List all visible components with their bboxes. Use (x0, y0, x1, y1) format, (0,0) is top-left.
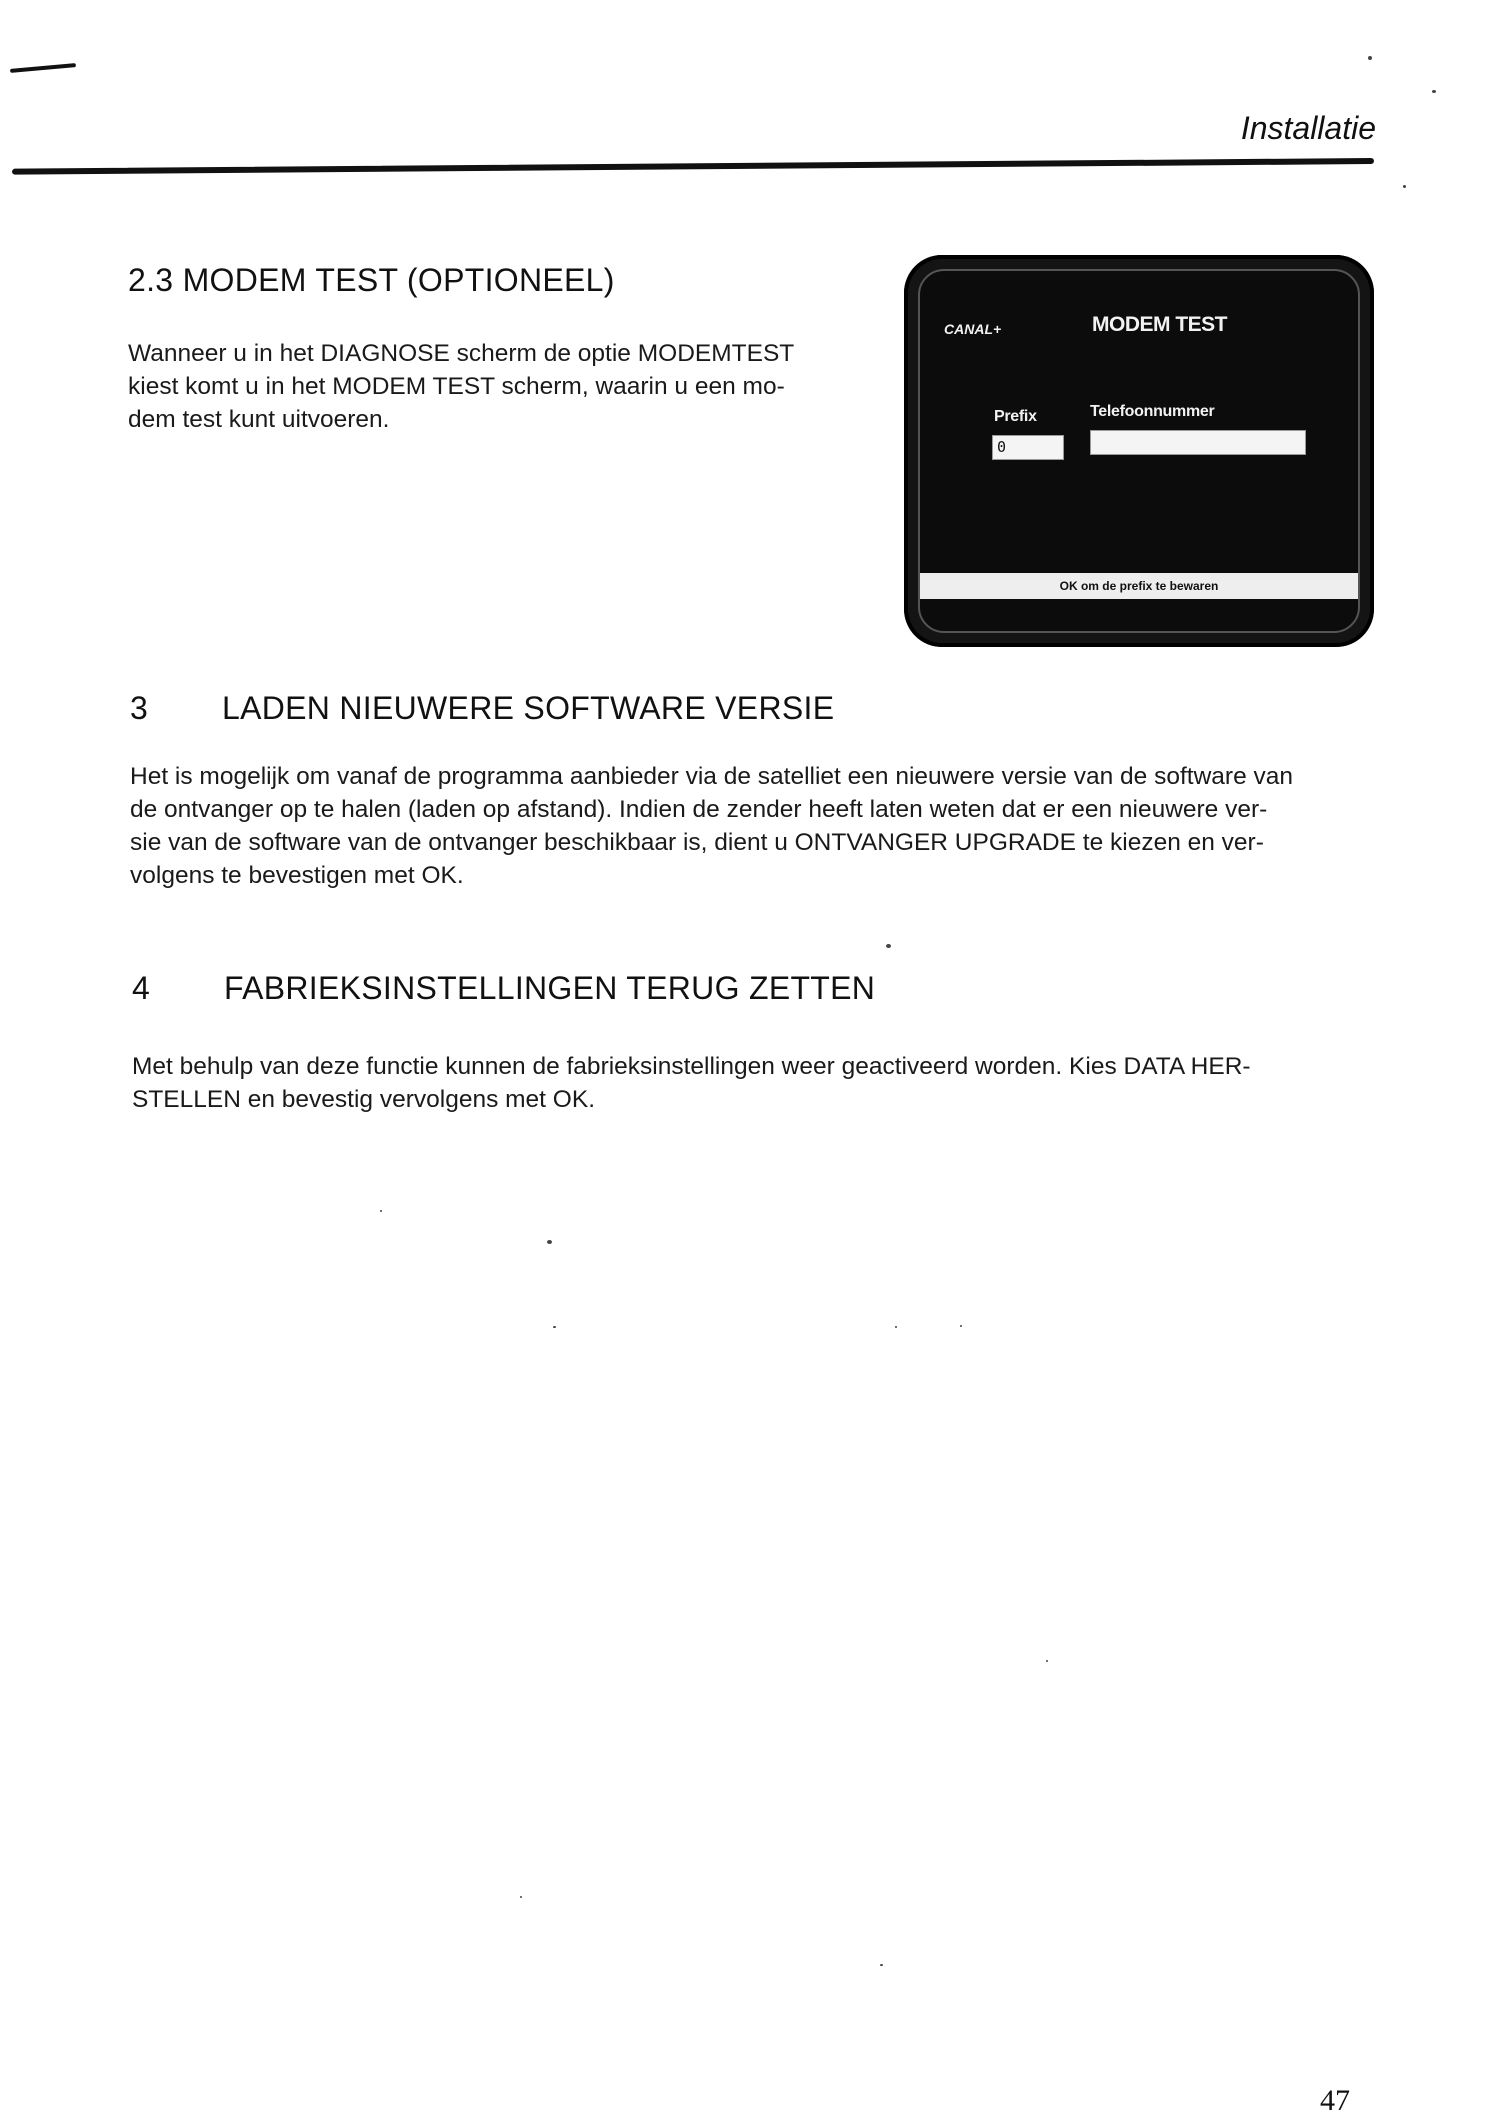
tv-screen-inner (918, 269, 1360, 633)
section-heading-text: FABRIEKSINSTELLINGEN TERUG ZETTEN (224, 970, 876, 1006)
paragraph-line: Het is mogelijk om vanaf de programma aanbieder via de satelliet een nieuwere versie van de software van (130, 763, 1294, 790)
modem-test-paragraph (128, 337, 858, 436)
factory-reset-paragraph (132, 1050, 1382, 1116)
speck (520, 1896, 522, 1898)
prefix-field: 0 (992, 435, 1064, 460)
modem-test-screen-illustration (904, 255, 1374, 647)
speck (380, 1210, 382, 1212)
speck (960, 1325, 962, 1327)
section-number: 4 (132, 970, 151, 1006)
section-number: 3 (130, 690, 149, 726)
software-update-paragraph (130, 760, 1380, 892)
modem-test-heading: 2.3 MODEM TEST (OPTIONEEL) (128, 262, 615, 298)
speck (1432, 90, 1436, 93)
speck (1403, 185, 1406, 188)
screen-title: MODEM TEST (1092, 313, 1227, 336)
speck (895, 1326, 897, 1328)
speck (547, 1240, 552, 1244)
paragraph-line: Met behulp van deze functie kunnen de fabrieksinstellingen weer geactiveerd worden. Kies DATA HER- (132, 1053, 1251, 1080)
paragraph-line: Wanneer u in het DIAGNOSE scherm de optie MODEMTEST (128, 340, 795, 367)
paragraph-line: sie van de software van de ontvanger beschikbaar is, dient u ONTVANGER UPGRADE te kiezen en ver- (130, 829, 1264, 856)
corner-mark (10, 63, 76, 73)
screen-footer-hint: OK om de prefix te bewaren (920, 573, 1358, 599)
header-rule (12, 158, 1374, 175)
paragraph-line: de ontvanger op te halen (laden op afstand). Indien de zender heeft laten weten dat er een nieuwere ver- (130, 796, 1268, 823)
paragraph-line: dem test kunt uitvoeren. (128, 406, 390, 433)
page-number: 47 (1320, 2084, 1350, 2117)
prefix-label: Prefix (994, 408, 1037, 425)
section-heading-text: LADEN NIEUWERE SOFTWARE VERSIE (222, 690, 835, 726)
paragraph-line: kiest komt u in het MODEM TEST scherm, waarin u een mo- (128, 373, 785, 400)
phone-number-label: Telefoonnummer (1090, 403, 1215, 420)
software-update-heading (130, 690, 834, 727)
section-title: Installatie (1240, 110, 1376, 146)
speck (880, 1964, 883, 1966)
speck (886, 944, 891, 948)
speck (1046, 1660, 1048, 1662)
phone-number-field (1090, 430, 1306, 455)
speck (553, 1326, 556, 1328)
paragraph-line: STELLEN en bevestig vervolgens met OK. (132, 1086, 595, 1113)
canal-plus-logo: CANAL+ (944, 321, 1002, 337)
factory-reset-heading (132, 970, 875, 1007)
paragraph-line: volgens te bevestigen met OK. (130, 862, 464, 889)
speck (1368, 56, 1372, 60)
